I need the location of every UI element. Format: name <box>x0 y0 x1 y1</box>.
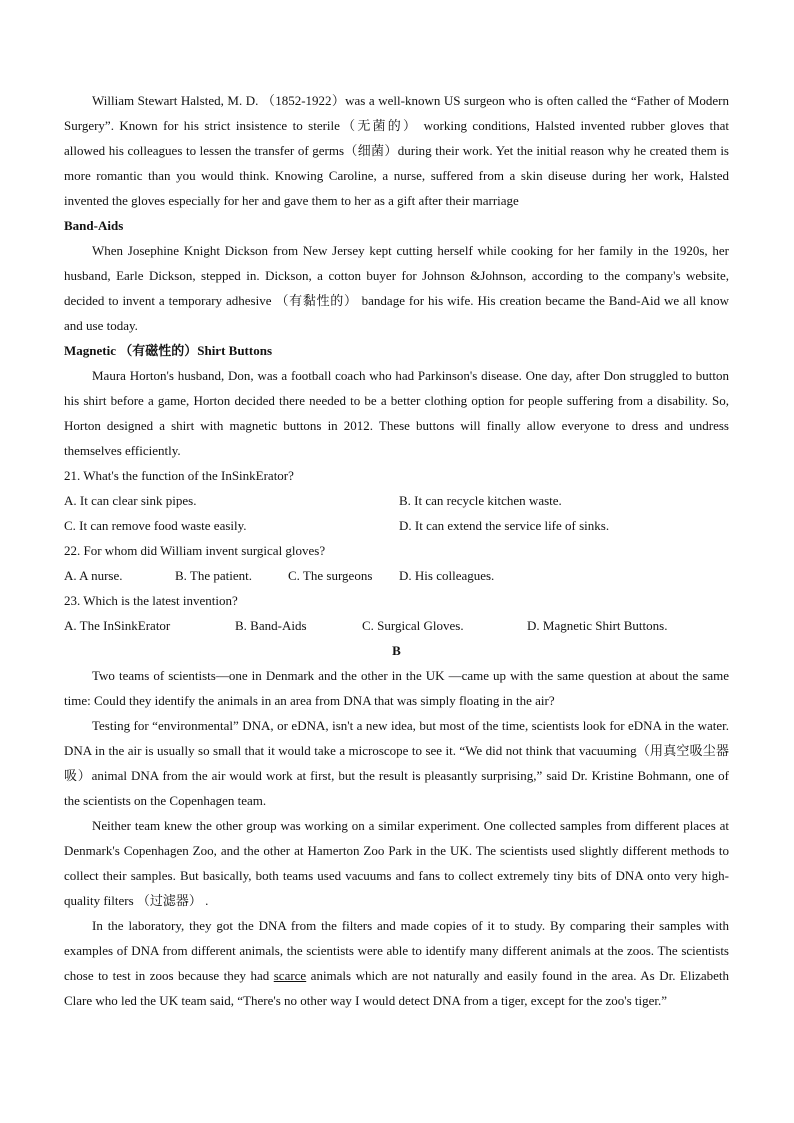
paragraph-b-2: Testing for “environmental” DNA, or eDNA, isn't a new idea, but most of the time, scientists look for eDNA in the water. DNA in the air is usually so small that it would take a microscope to see it. “We did not think that vacuuming（用真空吸尘器吸）animal DNA from the air would work at first, but the result is pleasantly surprising,” said Dr. Kristine Bohmann, one of the scientists on the Copenhagen team. <box>64 718 729 808</box>
question-23-option-d: D. Magnetic Shirt Buttons. <box>527 618 668 633</box>
question-23-option-b: B. Band-Aids <box>235 618 307 633</box>
question-22-stem: 22. For whom did William invent surgical gloves? <box>64 543 326 558</box>
question-21-options-row-1 <box>64 488 729 513</box>
question-22-option-c: C. The surgeons <box>288 568 373 583</box>
question-23-option-c: C. Surgical Gloves. <box>362 618 464 633</box>
paragraph-b-4 <box>64 913 729 1013</box>
paragraph-band-aids: When Josephine Knight Dickson from New Jersey kept cutting herself while cooking for her family in the 1920s, her husband, Earle Dickson, stepped in. Dickson, a cotton buyer for Johnson &Johnson, according to the company's website, decided to invent a temporary adhesive （有黏性的） bandage for his wife. His creation became the Band-Aid we all know and use today. <box>64 243 729 333</box>
section-b-label: B <box>392 643 401 658</box>
question-21-option-c: C. It can remove food waste easily. <box>64 518 247 533</box>
paragraph-halsted: William Stewart Halsted, M. D. （1852-1922）was a well-known US surgeon who is often called the “Father of Modern Surgery”. Known for his strict insistence to sterile（无菌的） working conditions, Halsted invented rubber gloves that allowed his colleagues to lessen the transfer of germs（细菌）during their work. Yet the initial reason why he created them is more romantic than you would think. Knowing Caroline, a nurse, suffered from a skin diseuse during her work, Halsted invented the gloves especially for her and gave them to her as a gift after their marriage <box>64 93 729 208</box>
paragraph-b-4-text-start: In the laboratory, they got the DNA from the filters and made copies of it to study. By comparing their samples with examples of DNA from different animals, the scientists were able to identify many different animals at the zoos. The scientists chose to test in zoos because they had <box>64 918 729 983</box>
underlined-word-scarce: scarce <box>273 968 307 983</box>
document-page <box>64 88 729 1013</box>
paragraph-b-1: Two teams of scientists—one in Denmark and the other in the UK —came up with the same question at about the same time: Could they identify the animals in an area from DNA that was simply floating in the air? <box>64 668 729 708</box>
question-21-option-d: D. It can extend the service life of sinks. <box>399 518 610 533</box>
question-21-option-b: B. It can recycle kitchen waste. <box>399 493 562 508</box>
question-23-option-a: A. The InSinkErator <box>64 618 171 633</box>
question-22-option-b: B. The patient. <box>175 568 253 583</box>
heading-magnetic-buttons: Magnetic （有磁性的）Shirt Buttons <box>64 343 273 358</box>
question-21-stem: 21. What's the function of the InSinkErator? <box>64 468 294 483</box>
paragraph-magnetic-buttons: Maura Horton's husband, Don, was a football coach who had Parkinson's disease. One day, after Don struggled to button his shirt before a game, Horton decided there needed to be a better clothing option for people suffering from a disability. So, Horton designed a shirt with magnetic buttons in 2012. These buttons will finally allow everyone to dress and undress themselves efficiently. <box>64 368 729 458</box>
question-22-option-d: D. His colleagues. <box>399 568 495 583</box>
heading-band-aids: Band-Aids <box>64 218 124 233</box>
paragraph-b-4-text-end: animals which are not naturally and easily found in the area. As Dr. Elizabeth Clare who led the UK team said, “There's no other way I would detect DNA from a tiger, except for the zoo's tiger.” <box>64 968 729 1008</box>
question-21-option-a: A. It can clear sink pipes. <box>64 493 197 508</box>
question-23-stem: 23. Which is the latest invention? <box>64 593 238 608</box>
question-22-option-a: A. A nurse. <box>64 568 123 583</box>
question-22-options <box>64 563 729 588</box>
paragraph-b-3: Neither team knew the other group was working on a similar experiment. One collected samples from different places at Denmark's Copenhagen Zoo, and the other at Hamerton Zoo Park in the UK. The scientists used slightly different methods to collect their samples. But basically, both teams used vacuums and fans to collect extremely tiny bits of DNA onto very high-quality filters （过滤器） . <box>64 818 729 908</box>
question-21-options-row-2 <box>64 513 729 538</box>
question-23-options <box>64 613 729 638</box>
